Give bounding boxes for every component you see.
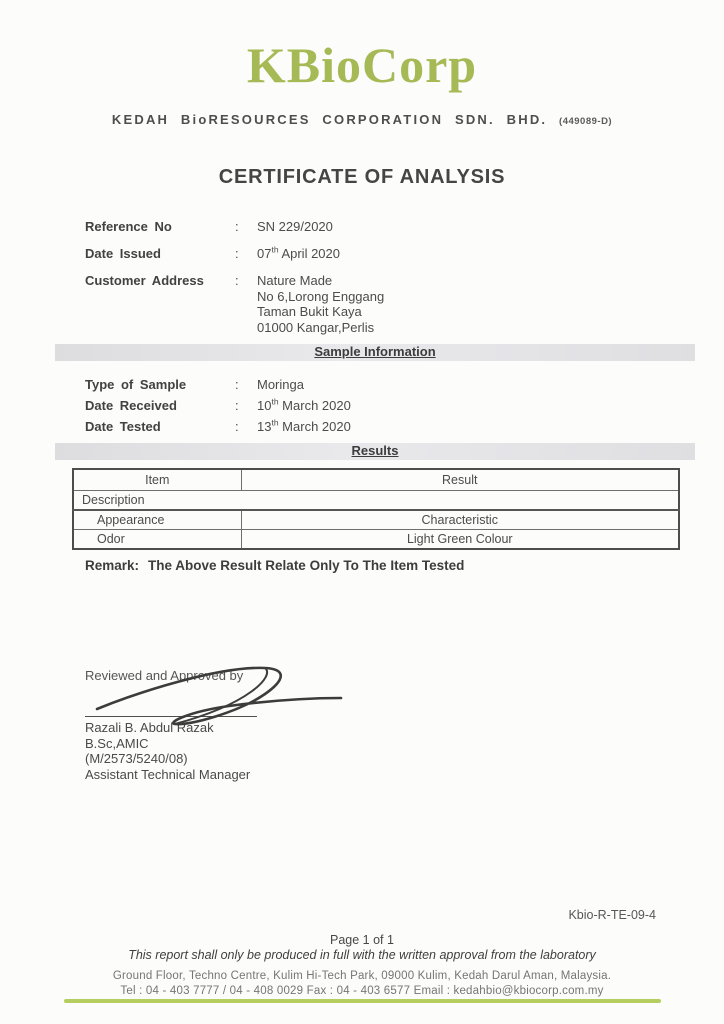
customer-address-line2: No 6,Lorong Enggang [257, 288, 385, 304]
results-table-group-row [73, 490, 679, 510]
certificate-title: CERTIFICATE OF ANALYSIS [218, 166, 506, 188]
result-cell-odor: Light Green Colour [241, 529, 679, 549]
remark-line [85, 558, 464, 573]
separator: : [235, 377, 239, 392]
customer-address-line3: Taman Bukit Kaya [257, 304, 362, 319]
date-tested-label: Date Tested [85, 419, 161, 434]
results-table-header-row [73, 469, 679, 490]
reference-no-value: SN 229/2020 [257, 219, 333, 234]
sample-information-heading: Sample Information [314, 344, 436, 359]
document-code: Kbio-R-TE-09-4 [568, 908, 656, 922]
result-cell-appearance: Characteristic [241, 510, 679, 530]
date-issued-row [85, 246, 684, 261]
column-header-item: Item [73, 469, 241, 490]
column-header-result: Result [241, 469, 679, 490]
signatory-name: Razali B. Abdul Razak [85, 720, 214, 735]
remark-text: The Above Result Relate Only To The Item Tested [148, 558, 465, 573]
sample-information-band [55, 344, 695, 361]
group-label-description: Description [73, 490, 679, 510]
customer-address-label: Customer Address [85, 273, 204, 288]
lab-address-line: Ground Floor, Techno Centre, Kulim Hi-Tech Park, 09000 Kulim, Kedah Darul Aman, Malaysia. [112, 970, 612, 982]
date-issued-value: 07th April 2020 [257, 244, 340, 261]
company-logo: KBioCorp [246, 37, 478, 93]
date-issued-label: Date Issued [85, 246, 161, 261]
company-name-line [0, 112, 724, 127]
item-cell-odor: Odor [73, 529, 241, 549]
lab-address-block [0, 969, 724, 998]
results-table [72, 468, 680, 550]
footer-green-bar [64, 999, 661, 1003]
signature-block [85, 668, 365, 782]
separator: : [235, 419, 239, 434]
signature-line [85, 716, 257, 717]
results-heading: Results [351, 443, 399, 458]
separator: : [235, 246, 239, 261]
page-number: Page 1 of 1 [330, 933, 394, 947]
date-tested-row [85, 419, 684, 434]
sample-info-section [85, 377, 684, 440]
type-of-sample-row [85, 377, 684, 392]
customer-address-row [85, 273, 684, 335]
document-info-section [85, 219, 684, 347]
signatory-qualification: B.Sc,AMIC [85, 735, 149, 751]
footer-disclaimer: This report shall only be produced in full with the written approval from the laboratory [128, 948, 596, 962]
signatory-details [85, 720, 365, 782]
reference-no-label: Reference No [85, 219, 172, 234]
results-band [55, 443, 695, 460]
table-row [73, 510, 679, 530]
company-name: KEDAH BioRESOURCES CORPORATION SDN. BHD. [111, 112, 548, 127]
table-row [73, 529, 679, 549]
separator: : [235, 219, 239, 234]
date-received-value: 10th March 2020 [257, 396, 351, 413]
signatory-membership-no: (M/2573/5240/08) [85, 751, 188, 766]
signatory-position: Assistant Technical Manager [85, 766, 251, 782]
date-received-row [85, 398, 684, 413]
customer-address-value [257, 273, 384, 335]
footer [0, 933, 724, 998]
lab-contact-line: Tel : 04 - 403 7777 / 04 - 408 0029 Fax : 04 - 403 6577 Email : kedahbio@kbiocorp.com.my [120, 984, 604, 997]
type-of-sample-label: Type of Sample [85, 377, 187, 392]
item-cell-appearance: Appearance [73, 510, 241, 530]
reference-no-row [85, 219, 684, 234]
company-reg-no: (449089-D) [559, 116, 613, 127]
customer-name: Nature Made [257, 273, 333, 288]
remark-label: Remark: [85, 558, 140, 573]
date-received-label: Date Received [85, 398, 177, 413]
signature-caption: Reviewed and Approved by [85, 668, 244, 683]
type-of-sample-value: Moringa [257, 377, 304, 392]
customer-address-line4: 01000 Kangar,Perlis [257, 319, 375, 335]
separator: : [235, 273, 239, 288]
separator: : [235, 398, 239, 413]
date-tested-value: 13th March 2020 [257, 417, 351, 434]
